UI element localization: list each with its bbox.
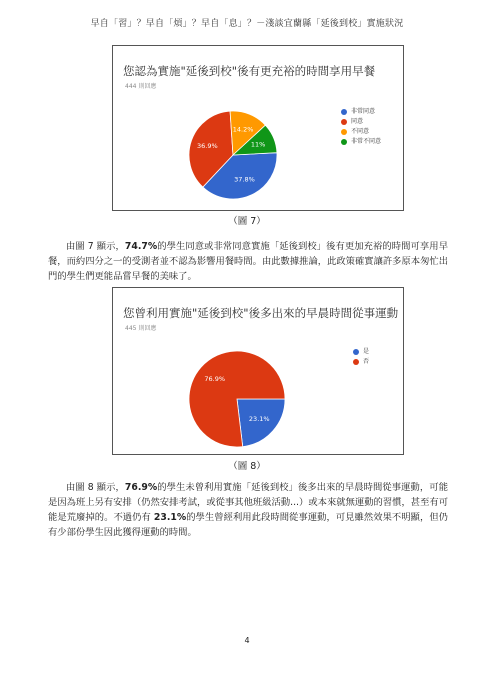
legend-item-1 [353,357,369,367]
chart-title: 您曾利用實施"延後到校"後多出來的早晨時間從事運動 [123,306,399,320]
legend-swatch [341,119,347,125]
pie-slice-0 [237,399,285,447]
legend-label: 非常同意 [351,108,376,115]
figure-7-caption: （圖 7） [228,216,266,227]
legend-label: 同意 [351,118,364,125]
legend-item-3 [341,137,381,147]
legend-label: 是 [363,348,370,355]
legend-swatch [341,109,347,115]
figure-8-caption: （圖 8） [228,461,266,472]
chart-figure-8 [112,287,404,455]
paragraph-2-conclusion: 的學生曾經利用此段時間從事運動，可見雖然效果不明顯，但仍有少部份學生因此獲得運動的時間。 [48,512,448,538]
legend-item-0 [341,107,381,117]
legend-label: 不同意 [351,128,370,135]
chart-figure-7 [112,45,404,211]
chart-response-count: 445 則回應 [125,325,157,332]
slice-label-1: 36.9% [196,141,218,150]
slice-label-1: 76.9% [204,375,226,384]
chart-legend [341,107,381,147]
paragraph-2-stat-2: 23.1% [153,512,187,523]
legend-item-2 [341,127,381,137]
slice-label-0: 37.8% [234,175,255,184]
slice-label-0: 23.1% [248,414,270,423]
legend-item-1 [341,117,381,127]
legend-item-0 [353,347,369,357]
legend-swatch [353,349,359,355]
paragraph-1-body: 的學生同意或非常同意實施「延後到校」後有更加充裕的時間可享用早餐，而約四分之一的受測者並不認為影響用餐時間。由此數據推論，此政策確實讓許多原本匆忙出門的學生們更能品嘗早餐的美味了。 [48,241,448,282]
legend-label: 否 [363,358,370,365]
legend-label: 非常不同意 [351,138,382,145]
chart-response-count: 444 則回應 [125,83,157,90]
paragraph-1-stat: 74.7% [124,241,158,252]
paragraph-1 [48,239,448,284]
slice-label-2: 14.2% [232,125,254,134]
page-header: 早自「習」？早自「煩」？早自「息」？－淺談宜蘭縣「延後到校」實施狀況 [90,19,404,29]
paragraph-2 [48,480,448,540]
legend-swatch [341,139,347,145]
paragraph-2-body: 的學生未曾利用實施「延後到校」後多出來的早晨時間從事運動，可能是因為班上另有安排（仍然安排考試，或從事其他班級活動...）或本來就無運動的習慣，甚至有可能是荒廢掉的。不過仍有 [48,482,448,523]
slice-label-3: 11% [250,140,266,149]
chart-legend [353,347,369,367]
paragraph-2-stat-1: 76.9% [124,482,158,493]
legend-swatch [341,129,347,135]
paragraph-2-intro: 由圖 8 顯示， [66,482,125,493]
legend-swatch [353,359,359,365]
chart-title: 您認為實施"延後到校"後有更充裕的時間享用早餐 [123,64,376,78]
page-number: 4 [244,636,250,645]
paragraph-1-intro: 由圖 7 顯示， [66,241,125,252]
pie-chart [113,288,405,456]
